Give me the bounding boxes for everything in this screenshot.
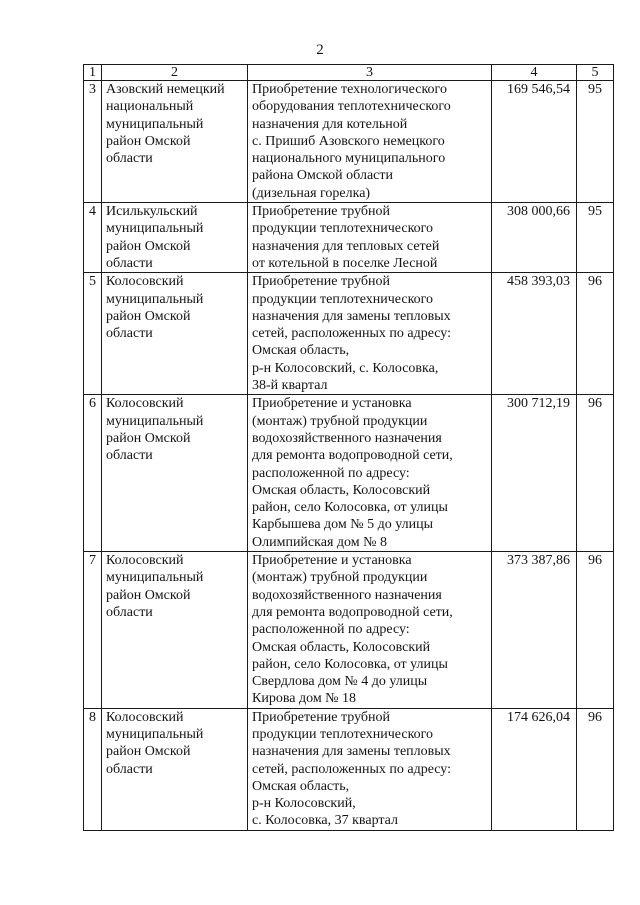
description-line: с. Колосовка, 37 квартал: [252, 813, 399, 829]
district-line: области: [106, 604, 153, 620]
description-line: 38-й квартал: [252, 378, 328, 394]
district-line: Колосовский: [106, 709, 184, 725]
district-cell: [102, 552, 248, 709]
description-line: района Омской области: [252, 168, 393, 184]
description-line: Приобретение трубной: [252, 204, 390, 220]
description-line: сетей, расположенных по адресу:: [252, 761, 452, 777]
district-line: Исилькульский: [106, 204, 198, 220]
column-header-3: 3: [248, 65, 492, 81]
amount-cell: 373 387,86: [492, 552, 577, 709]
column-header-1: 1: [84, 65, 102, 81]
row-number-cell: 5: [84, 273, 102, 395]
description-line: Приобретение технологического: [252, 82, 447, 97]
description-line: оборудования теплотехнического: [252, 99, 451, 115]
description-line: расположенной по адресу:: [252, 622, 410, 638]
table-row: [84, 395, 614, 552]
description-line: назначения для тепловых сетей: [252, 238, 440, 254]
description-line: Олимпийская дом № 8: [252, 534, 387, 550]
table-row: [84, 81, 614, 203]
page-number: 2: [316, 42, 324, 58]
description-cell: [248, 708, 492, 830]
table-row: [84, 552, 614, 709]
description-cell: [248, 203, 492, 273]
amount-cell: 169 546,54: [492, 81, 577, 203]
description-line: продукции теплотехнического: [252, 726, 434, 742]
district-line: Колосовский: [106, 274, 184, 290]
table-row: [84, 273, 614, 395]
description-line: Омская область, Колосовский: [252, 639, 431, 655]
district-line: район Омской: [106, 133, 191, 149]
row-number-cell: 8: [84, 708, 102, 830]
description-cell: [248, 273, 492, 395]
subsidy-table: [83, 64, 614, 831]
district-cell: [102, 273, 248, 395]
description-line: район, село Колосовка, от улицы: [252, 656, 448, 672]
amount-cell: 458 393,03: [492, 273, 577, 395]
district-line: области: [106, 448, 153, 464]
row-number-cell: 6: [84, 395, 102, 552]
description-line: Свердлова дом № 4 до улицы: [252, 674, 428, 690]
description-line: продукции теплотехнического: [252, 291, 434, 307]
description-line: (монтаж) трубной продукции: [252, 413, 428, 429]
district-line: муниципальный: [106, 413, 204, 429]
district-line: муниципальный: [106, 291, 204, 307]
description-line: Омская область,: [252, 343, 350, 359]
description-line: р-н Колосовский,: [252, 796, 356, 812]
description-line: Кирова дом № 18: [252, 691, 357, 707]
district-line: район Омской: [106, 308, 191, 324]
district-line: район Омской: [106, 744, 191, 760]
district-line: области: [106, 761, 153, 777]
district-line: муниципальный: [106, 726, 204, 742]
description-line: Омская область, Колосовский: [252, 482, 431, 498]
description-line: Приобретение трубной: [252, 709, 390, 725]
table-row: [84, 708, 614, 830]
description-line: (дизельная горелка): [252, 185, 371, 201]
description-line: назначения для котельной: [252, 116, 408, 132]
description-line: Приобретение трубной: [252, 274, 390, 290]
description-line: для ремонта водопроводной сети,: [252, 448, 453, 464]
district-line: области: [106, 255, 153, 271]
percent-cell: 95: [577, 203, 614, 273]
district-line: Азовский немецкий: [106, 82, 225, 97]
description-line: р-н Колосовский, с. Колосовка,: [252, 360, 439, 376]
column-header-4: 4: [492, 65, 577, 81]
description-line: Карбышева дом № 5 до улицы: [252, 517, 433, 533]
description-line: назначения для замены тепловых: [252, 744, 451, 760]
description-line: водохозяйственного назначения: [252, 430, 442, 446]
district-line: области: [106, 326, 153, 342]
table-body: [84, 65, 614, 831]
description-line: продукции теплотехнического: [252, 221, 434, 237]
percent-cell: 96: [577, 273, 614, 395]
description-line: для ремонта водопроводной сети,: [252, 604, 453, 620]
description-cell: [248, 395, 492, 552]
column-number-row: [84, 65, 614, 81]
description-line: Омская область,: [252, 778, 350, 794]
description-line: водохозяйственного назначения: [252, 587, 442, 603]
district-cell: [102, 203, 248, 273]
district-line: области: [106, 151, 153, 167]
percent-cell: 96: [577, 395, 614, 552]
description-line: национального муниципального: [252, 151, 446, 167]
description-line: (монтаж) трубной продукции: [252, 570, 428, 586]
description-line: район, село Колосовка, от улицы: [252, 500, 448, 516]
district-cell: [102, 708, 248, 830]
district-cell: [102, 395, 248, 552]
district-line: муниципальный: [106, 221, 204, 237]
description-line: от котельной в поселке Лесной: [252, 255, 438, 271]
description-cell: [248, 81, 492, 203]
district-line: муниципальный: [106, 570, 204, 586]
amount-cell: 174 626,04: [492, 708, 577, 830]
percent-cell: 95: [577, 81, 614, 203]
description-line: назначения для замены тепловых: [252, 308, 451, 324]
percent-cell: 96: [577, 552, 614, 709]
district-line: муниципальный: [106, 116, 204, 132]
district-line: район Омской: [106, 430, 191, 446]
district-line: район Омской: [106, 238, 191, 254]
column-header-2: 2: [102, 65, 248, 81]
district-cell: [102, 81, 248, 203]
description-line: Приобретение и установка: [252, 553, 412, 569]
district-line: Колосовский: [106, 396, 184, 412]
row-number-cell: 3: [84, 81, 102, 203]
description-line: расположенной по адресу:: [252, 465, 410, 481]
amount-cell: 300 712,19: [492, 395, 577, 552]
row-number-cell: 4: [84, 203, 102, 273]
district-line: Колосовский: [106, 553, 184, 569]
amount-cell: 308 000,66: [492, 203, 577, 273]
description-line: сетей, расположенных по адресу:: [252, 326, 452, 342]
district-line: район Омской: [106, 587, 191, 603]
column-header-5: 5: [577, 65, 614, 81]
description-line: с. Пришиб Азовского немецкого: [252, 133, 445, 149]
row-number-cell: 7: [84, 552, 102, 709]
table-row: [84, 203, 614, 273]
description-line: Приобретение и установка: [252, 396, 412, 412]
description-cell: [248, 552, 492, 709]
percent-cell: 96: [577, 708, 614, 830]
district-line: национальный: [106, 99, 194, 115]
